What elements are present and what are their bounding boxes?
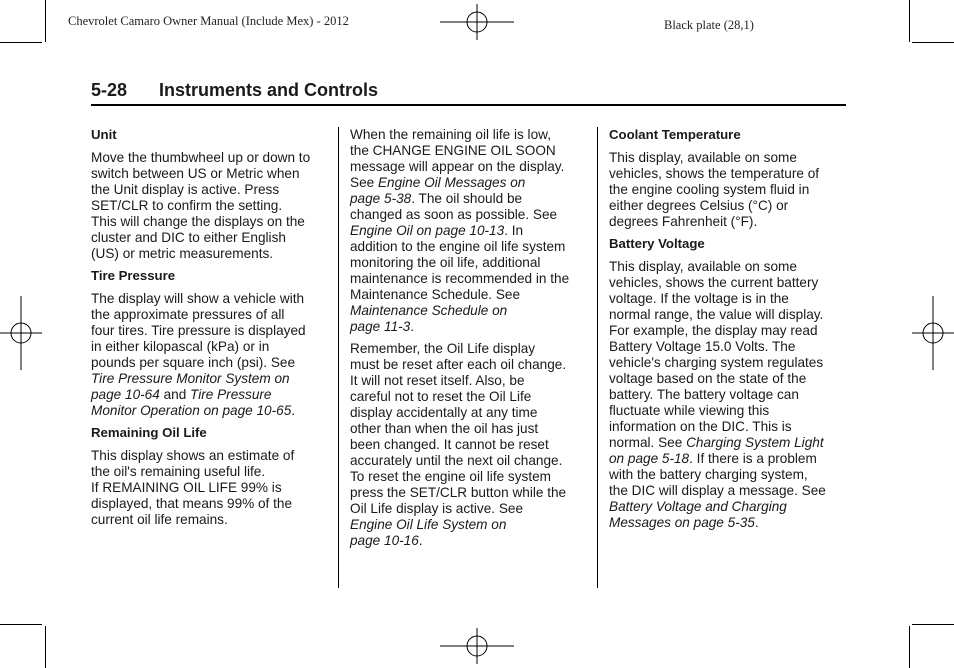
text-line: To reset the engine oil life system (350, 469, 551, 484)
column-1 (91, 127, 331, 534)
registration-mark-icon (0, 296, 42, 370)
column-2 (350, 127, 590, 555)
cross-reference-link[interactable]: on page 5-18 (609, 451, 690, 466)
text-line: degrees Fahrenheit (°F). (609, 214, 758, 229)
column-divider (597, 127, 598, 588)
cross-reference-link[interactable]: Battery Voltage and Charging (609, 499, 787, 514)
section-title: Instruments and Controls (159, 80, 379, 100)
text-line: either degrees Celsius (°C) or (609, 198, 789, 213)
cross-reference-link[interactable]: Monitor Operation on page 10-65 (91, 403, 292, 418)
text-line: accurately until the next oil change. (350, 453, 563, 468)
text-line: This display, available on some (609, 259, 797, 274)
cross-reference-link[interactable]: Maintenance Schedule on (350, 303, 508, 318)
text-line: addition to the engine oil life system (350, 239, 566, 254)
tire-pressure-heading: Tire Pressure (91, 268, 176, 283)
text-line: For example, the display may read (609, 323, 818, 338)
text-fragment: . (754, 515, 759, 530)
manual-title: Chevrolet Camaro Owner Manual (Include Mex) - 2012 (68, 14, 349, 28)
column-3 (609, 127, 849, 537)
text-line: other than when the oil has just (350, 421, 539, 436)
text-line: pounds per square inch (psi). See (91, 355, 296, 370)
text-line: The display will show a vehicle with (91, 291, 305, 306)
text-fragment: . (410, 319, 414, 334)
text-line: current oil life remains. (91, 512, 228, 527)
text-fragment: . In (504, 223, 524, 238)
text-line: monitoring the oil life, additional (350, 255, 541, 270)
text-line: press the SET/CLR button while the (350, 485, 567, 500)
text-line: vehicles, shows the current battery (609, 275, 819, 290)
cross-reference-link[interactable]: Engine Oil Life System on (350, 517, 507, 532)
text-line: the CHANGE ENGINE OIL SOON (350, 143, 556, 158)
text-line: SET/CLR to confirm the setting. (91, 198, 283, 213)
text-line: vehicles, shows the temperature of (609, 166, 820, 181)
reset-oil-life-paragraph (350, 341, 590, 549)
text-line: the oil's remaining useful life. (91, 464, 266, 479)
text-line: If REMAINING OIL LIFE 99% is (91, 480, 282, 495)
text-line: in either kilopascal (kPa) or in (91, 339, 270, 354)
text-line: Move the thumbwheel up or down to (91, 150, 311, 165)
text-fragment: . (418, 533, 423, 548)
text-fragment: See (350, 175, 378, 190)
text-line: This display shows an estimate of (91, 448, 295, 463)
coolant-temperature-paragraph (609, 150, 849, 230)
column-divider (338, 127, 339, 588)
text-line: with the battery charging system, (609, 467, 808, 482)
cross-reference-link[interactable]: Messages on page 5-35 (609, 515, 755, 530)
text-line: battery. The battery voltage can (609, 387, 799, 402)
text-line: When the remaining oil life is low, (350, 127, 551, 142)
text-line: It will not reset itself. Also, be (350, 373, 525, 388)
text-line: vehicle's charging system regulates (609, 355, 824, 370)
unit-paragraph (91, 150, 331, 262)
text-line: Battery Voltage 15.0 Volts. The (609, 339, 796, 354)
cross-reference-link[interactable]: Charging System Light (686, 435, 824, 450)
cross-reference-link[interactable]: Tire Pressure Monitor System on (91, 371, 290, 386)
text-fragment: and (159, 387, 191, 402)
text-line: (US) or metric measurements. (91, 246, 274, 261)
text-line: switch between US or Metric when (91, 166, 300, 181)
text-line: maintenance is recommended in the (350, 271, 570, 286)
battery-voltage-heading: Battery Voltage (609, 236, 705, 251)
text-line: normal range, the value will display. (609, 307, 824, 322)
text-line: been changed. It cannot be reset (350, 437, 549, 452)
text-line: This will change the displays on the (91, 214, 305, 229)
text-line: This display, available on some (609, 150, 797, 165)
cross-reference-link[interactable]: Engine Oil Messages on (377, 175, 526, 190)
text-line: must be reset after each oil change. (350, 357, 567, 372)
page-heading (91, 80, 846, 106)
cross-reference-link[interactable]: page 10-64 (91, 387, 160, 402)
text-line: the DIC will display a message. See (609, 483, 826, 498)
cross-reference-link[interactable]: page 10-16 (350, 533, 419, 548)
page-number: 5-28 (91, 80, 128, 100)
text-line: the engine cooling system fluid in (609, 182, 810, 197)
oil-life-low-paragraph (350, 127, 590, 335)
registration-mark-icon (912, 296, 954, 370)
text-fragment: . If there is a problem (689, 451, 817, 466)
text-line: voltage. If the voltage is in the (609, 291, 789, 306)
text-line: four tires. Tire pressure is displayed (91, 323, 306, 338)
text-line: Remember, the Oil Life display (350, 341, 536, 356)
coolant-temperature-heading: Coolant Temperature (609, 127, 741, 142)
text-fragment: . The oil should be (411, 191, 523, 206)
battery-voltage-paragraph (609, 259, 849, 531)
text-line: changed as soon as possible. See (350, 207, 558, 222)
cross-reference-link[interactable]: page 11-3 (350, 319, 411, 334)
registration-mark-icon (440, 628, 514, 664)
unit-heading: Unit (91, 127, 117, 142)
text-fragment: normal. See (609, 435, 687, 450)
cross-reference-link[interactable]: Tire Pressure (190, 387, 272, 402)
text-line: the Unit display is active. Press (91, 182, 280, 197)
cross-reference-link[interactable]: page 5-38 (350, 191, 412, 206)
text-line: message will appear on the display. (350, 159, 565, 174)
remaining-oil-life-paragraph (91, 448, 331, 528)
text-line: the approximate pressures of all (91, 307, 285, 322)
text-line: Maintenance Schedule. See (350, 287, 521, 302)
text-fragment: . (291, 403, 296, 418)
tire-pressure-paragraph (91, 291, 331, 419)
text-line: cluster and DIC to either English (91, 230, 286, 245)
text-line: Oil Life display is active. See (350, 501, 524, 516)
text-line: fluctuate while viewing this (609, 403, 770, 418)
plate-label: Black plate (28,1) (664, 18, 754, 32)
text-line: display accidentally at any time (350, 405, 538, 420)
text-line: careful not to reset the Oil Life (350, 389, 532, 404)
text-line: displayed, that means 99% of the (91, 496, 293, 511)
cross-reference-link[interactable]: Engine Oil on page 10-13 (350, 223, 505, 238)
registration-mark-icon (440, 4, 514, 40)
text-line: information on the DIC. This is (609, 419, 792, 434)
remaining-oil-life-heading: Remaining Oil Life (91, 425, 207, 440)
text-line: voltage based on the state of the (609, 371, 807, 386)
